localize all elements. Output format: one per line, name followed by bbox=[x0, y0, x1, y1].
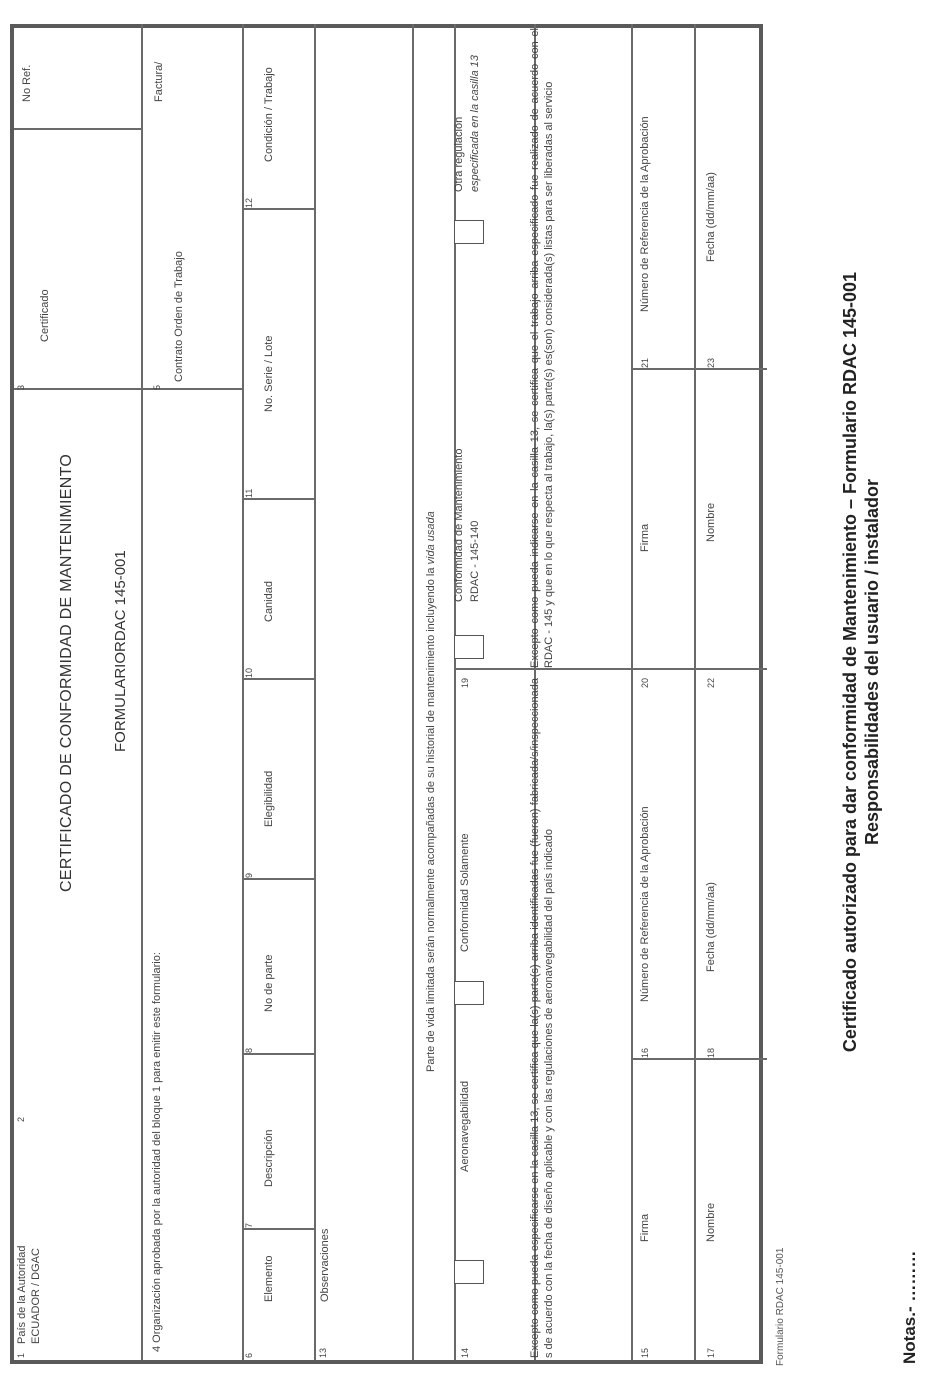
box-13-number: 13 bbox=[318, 1347, 328, 1358]
rule bbox=[242, 679, 314, 681]
box-20-label: Firma bbox=[639, 523, 651, 552]
box-17-label: Nombre bbox=[705, 1202, 717, 1242]
box-3-number: 3 bbox=[16, 384, 26, 390]
conformidad-solamente-label: Conformidad Solamente bbox=[459, 833, 471, 952]
box-16-number: 16 bbox=[640, 1047, 650, 1058]
box-23-label: Fecha (dd/mm/aa) bbox=[705, 172, 717, 262]
rule bbox=[242, 24, 244, 1360]
rule bbox=[242, 209, 314, 211]
rule bbox=[412, 24, 414, 1360]
rule bbox=[141, 24, 143, 390]
box-21-number: 21 bbox=[640, 357, 650, 368]
box-18-number: 18 bbox=[706, 1047, 716, 1058]
box-20-number: 20 bbox=[640, 677, 650, 688]
box-22-label: Nombre bbox=[705, 502, 717, 542]
rule bbox=[631, 369, 767, 371]
statement-right: Excepto como pueda indicarse en la casilla 13, se certifica que el trabajo arriba especificado fue realizado de acuerdo con el RDAC - 145 y que en lo que respecta al trabajo, la(s) parte(s) es(son) considerada(s) listas para ser liberadas al servicio bbox=[529, 28, 555, 668]
box-2-number: 2 bbox=[16, 1116, 26, 1122]
col-11-number: 11 bbox=[244, 488, 254, 498]
otra-regulacion-sublabel: especificada en la casilla 13 bbox=[469, 55, 481, 192]
rule bbox=[14, 129, 141, 131]
col-no-de-parte: No de parte bbox=[263, 954, 275, 1012]
box-13-label: Observaciones bbox=[319, 1228, 331, 1302]
box-16-label: Número de Referencia de la Aprobación bbox=[639, 806, 651, 1002]
rule bbox=[242, 499, 314, 501]
box-19-number: 19 bbox=[460, 677, 470, 688]
rule bbox=[314, 24, 316, 1360]
box-5-number: 5 bbox=[152, 384, 162, 390]
checkbox-conformidad-solamente[interactable] bbox=[454, 981, 484, 1005]
col-elemento: Elemento bbox=[263, 1255, 275, 1302]
no-ref-label: No Ref. bbox=[21, 64, 33, 102]
box-5-label: Contrato Orden de Trabajo bbox=[173, 251, 185, 382]
conformidad-mantenimiento-label: Conformidad de Mantenimiento bbox=[453, 448, 465, 602]
rule bbox=[694, 24, 696, 1360]
form-subtitle-b: RDAC 145-001 bbox=[112, 550, 129, 652]
box-22-number: 22 bbox=[706, 677, 716, 688]
col-7-number: 7 bbox=[244, 1222, 254, 1228]
box-21-label: Número de Referencia de la Aprobación bbox=[639, 116, 651, 312]
box-15-label: Firma bbox=[639, 1213, 651, 1242]
rule bbox=[14, 389, 242, 391]
col-9-number: 9 bbox=[244, 872, 254, 878]
col-12-number: 12 bbox=[244, 197, 254, 208]
box-14-number: 14 bbox=[460, 1347, 470, 1358]
box-18-label: Fecha (dd/mm/aa) bbox=[705, 882, 717, 972]
rule bbox=[242, 1054, 314, 1056]
otra-regulacion-label: Otra regulación bbox=[453, 116, 465, 192]
col-10-number: 10 bbox=[244, 667, 254, 678]
checkbox-aeronavegabilidad[interactable] bbox=[454, 1260, 484, 1284]
notes-label: Notas.- ……… bbox=[900, 1250, 919, 1364]
box-23-number: 23 bbox=[706, 357, 716, 368]
rdac-145-140-label: RDAC - 145-140 bbox=[469, 520, 481, 602]
rule bbox=[454, 669, 767, 671]
box-17-number: 17 bbox=[706, 1347, 716, 1358]
col-cantidad: Canidad bbox=[263, 581, 275, 622]
factura-label: Factura/ bbox=[153, 61, 165, 102]
box-15-number: 15 bbox=[640, 1347, 650, 1358]
checkbox-otra-regulacion[interactable] bbox=[454, 220, 484, 244]
col-8-number: 8 bbox=[244, 1047, 254, 1053]
caption-line-2: Responsabilidades del usuario / instalador bbox=[862, 478, 882, 846]
box-4-label: 4 Organización aprobada por la autoridad del bloque 1 para emitir este formulario: bbox=[151, 952, 163, 1352]
aeronavegabilidad-label: Aeronavegabilidad bbox=[459, 1080, 471, 1172]
form-footer-code: Formulario RDAC 145-001 bbox=[775, 1247, 786, 1366]
checkbox-conformidad-mantenimiento[interactable] bbox=[454, 635, 484, 659]
statement-left: Excepto como pueda especificarse en la casilla 13, se certifica que la(s) parte(s) arriba identificadas fue (fueron) fabricada/s/inspeccionada s de acuerdo con la fecha de diseño aplicable y con las regulaciones de aeronavegabilidad del país indicado bbox=[529, 678, 555, 1358]
caption-line-1: Certificado autorizado para dar conformidad de Mantenimiento – Formulario RDAC 145-001 bbox=[840, 271, 860, 1053]
rule bbox=[631, 1059, 767, 1061]
col-elegibilidad: Elegibilidad bbox=[263, 770, 275, 827]
box-1-label: País de la Autoridad bbox=[16, 1245, 28, 1344]
rule bbox=[242, 1229, 314, 1231]
rule bbox=[242, 879, 314, 881]
col-no-serie-lote: No. Serie / Lote bbox=[263, 335, 275, 412]
col-condicion-trabajo: Condición / Trabajo bbox=[263, 67, 275, 162]
life-limited-note: Parte de vida limitada serán normalmente acompañadas de su historial de mantenimiento incluyendo la vida usada bbox=[425, 511, 437, 1072]
box-1-number: 1 bbox=[16, 1352, 26, 1358]
form-title: CERTIFICADO DE CONFORMIDAD DE MANTENIMIENTO bbox=[58, 453, 75, 892]
form-subtitle-a: FORMULARIO bbox=[112, 651, 129, 752]
rule bbox=[631, 24, 633, 1360]
col-descripcion: Descripción bbox=[263, 1129, 275, 1187]
box-3-label: Certificado bbox=[39, 289, 51, 342]
box-1-value: ECUADOR / DGAC bbox=[30, 1248, 42, 1344]
col-6-number: 6 bbox=[244, 1352, 254, 1358]
